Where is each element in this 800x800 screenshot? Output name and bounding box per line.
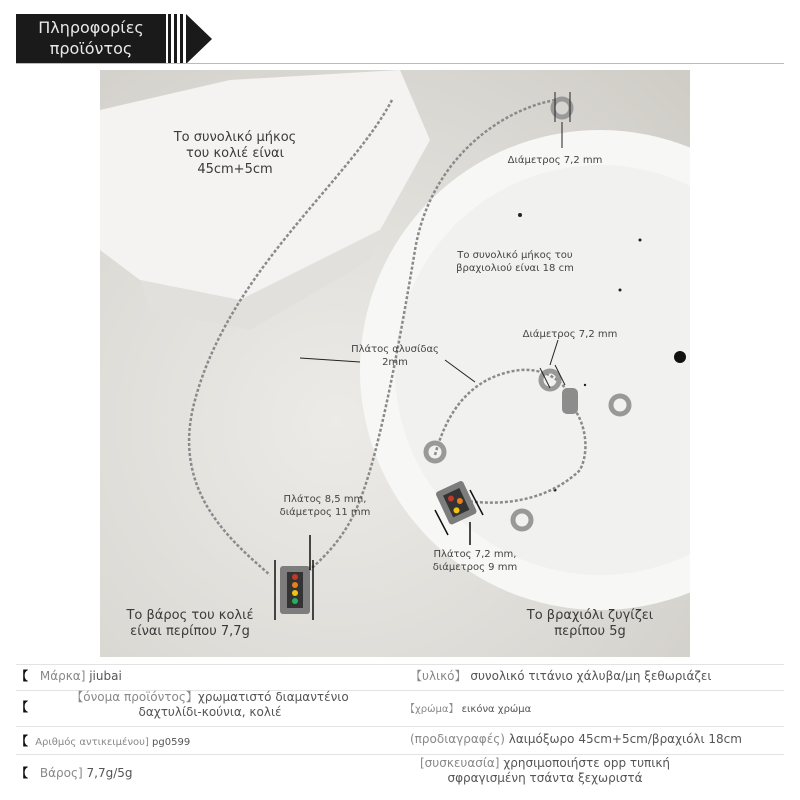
spec-brand-label: Μάρκα] bbox=[39, 669, 86, 683]
spec-packaging-value-2: σφραγισμένη τσάντα ξεχωριστά bbox=[447, 771, 643, 785]
spec-material-value: συνολικό τιτάνιο χάλυβα/μη ξεθωριάζει bbox=[470, 669, 712, 683]
spec-color-value: εικόνα χρώμα bbox=[461, 704, 532, 715]
spec-specification bbox=[410, 732, 742, 746]
spec-product-name bbox=[60, 690, 360, 720]
chain-width-note: Πλάτος αλυσίδας 2mm bbox=[351, 344, 439, 368]
header-stripes bbox=[168, 14, 186, 64]
header-divider bbox=[16, 63, 784, 64]
spec-name-label: 【όνομα προϊόντος】 bbox=[71, 690, 198, 704]
section-header bbox=[16, 14, 196, 64]
spec-packaging-value-1: χρησιμοποιήστε opp τυπική bbox=[503, 756, 671, 770]
spec-color bbox=[405, 700, 531, 715]
spec-packaging bbox=[405, 756, 685, 786]
header-arrow bbox=[186, 14, 212, 64]
diameter-note-mid: Διάμετρος 7,2 mm bbox=[522, 329, 618, 340]
spec-weight: 【 Βάρος] 7,7g/5g bbox=[16, 766, 133, 780]
necklace-weight-note: Το βάρος του κολιέ είναι περίπου 7,7g bbox=[126, 608, 254, 639]
bracelet-length-note: Το συνολικό μήκος του βραχιολιού είναι 18 cm bbox=[456, 250, 574, 274]
spec-material bbox=[410, 667, 711, 684]
necklace-clasp-ring bbox=[553, 99, 571, 117]
spec-brand: 【 Μάρκα] jiubai bbox=[16, 669, 122, 683]
spec-weight-value: 7,7g/5g bbox=[86, 766, 133, 780]
spec-name-value-2: δαχτυλίδι-κούνια, κολιέ bbox=[138, 705, 282, 719]
spec-brand-value: jiubai bbox=[89, 669, 122, 683]
spec-material-label: 【υλικό】 bbox=[410, 669, 467, 683]
stone-block bbox=[100, 70, 430, 300]
necklace-length-note: Το συνολικό μήκος του κολιέ είναι 45cm+5cm bbox=[173, 130, 297, 177]
header-title: Πληροφορίες προϊόντος bbox=[38, 18, 144, 58]
bracelet-weight-note: Το βραχιόλι ζυγίζει περίπου 5g bbox=[526, 608, 654, 639]
product-photo bbox=[100, 70, 690, 657]
spec-item-value: pg0599 bbox=[152, 737, 191, 748]
spec-item-label: Αριθμός αντικειμένου] bbox=[35, 737, 149, 748]
pendant-size-note: Πλάτος 8,5 mm, διάμετρος 11 mm bbox=[279, 494, 371, 518]
spec-name-value-1: χρωματιστό διαμαντένιο bbox=[197, 690, 349, 704]
diameter-note-top: Διάμετρος 7,2 mm bbox=[507, 155, 603, 166]
necklace-pendant bbox=[280, 566, 310, 614]
spec-packaging-label: [συσκευασία] bbox=[419, 756, 500, 770]
spec-divider bbox=[16, 726, 784, 727]
spec-bracket: 【 bbox=[16, 700, 29, 714]
spec-weight-label: Βάρος] bbox=[39, 766, 83, 780]
spec-spec-value: λαιμόξωρο 45cm+5cm/βραχιόλι 18cm bbox=[508, 732, 742, 746]
spec-spec-label: (προδιαγραφές) bbox=[410, 732, 505, 746]
spec-color-label: 【χρώμα】 bbox=[405, 704, 459, 715]
bracelet-charm-size-note: Πλάτος 7,2 mm, διάμετρος 9 mm bbox=[432, 549, 518, 573]
spec-item-number: 【 Αριθμός αντικειμένου] pg0599 bbox=[16, 734, 191, 748]
spec-divider bbox=[16, 664, 784, 665]
spec-divider bbox=[16, 754, 784, 755]
